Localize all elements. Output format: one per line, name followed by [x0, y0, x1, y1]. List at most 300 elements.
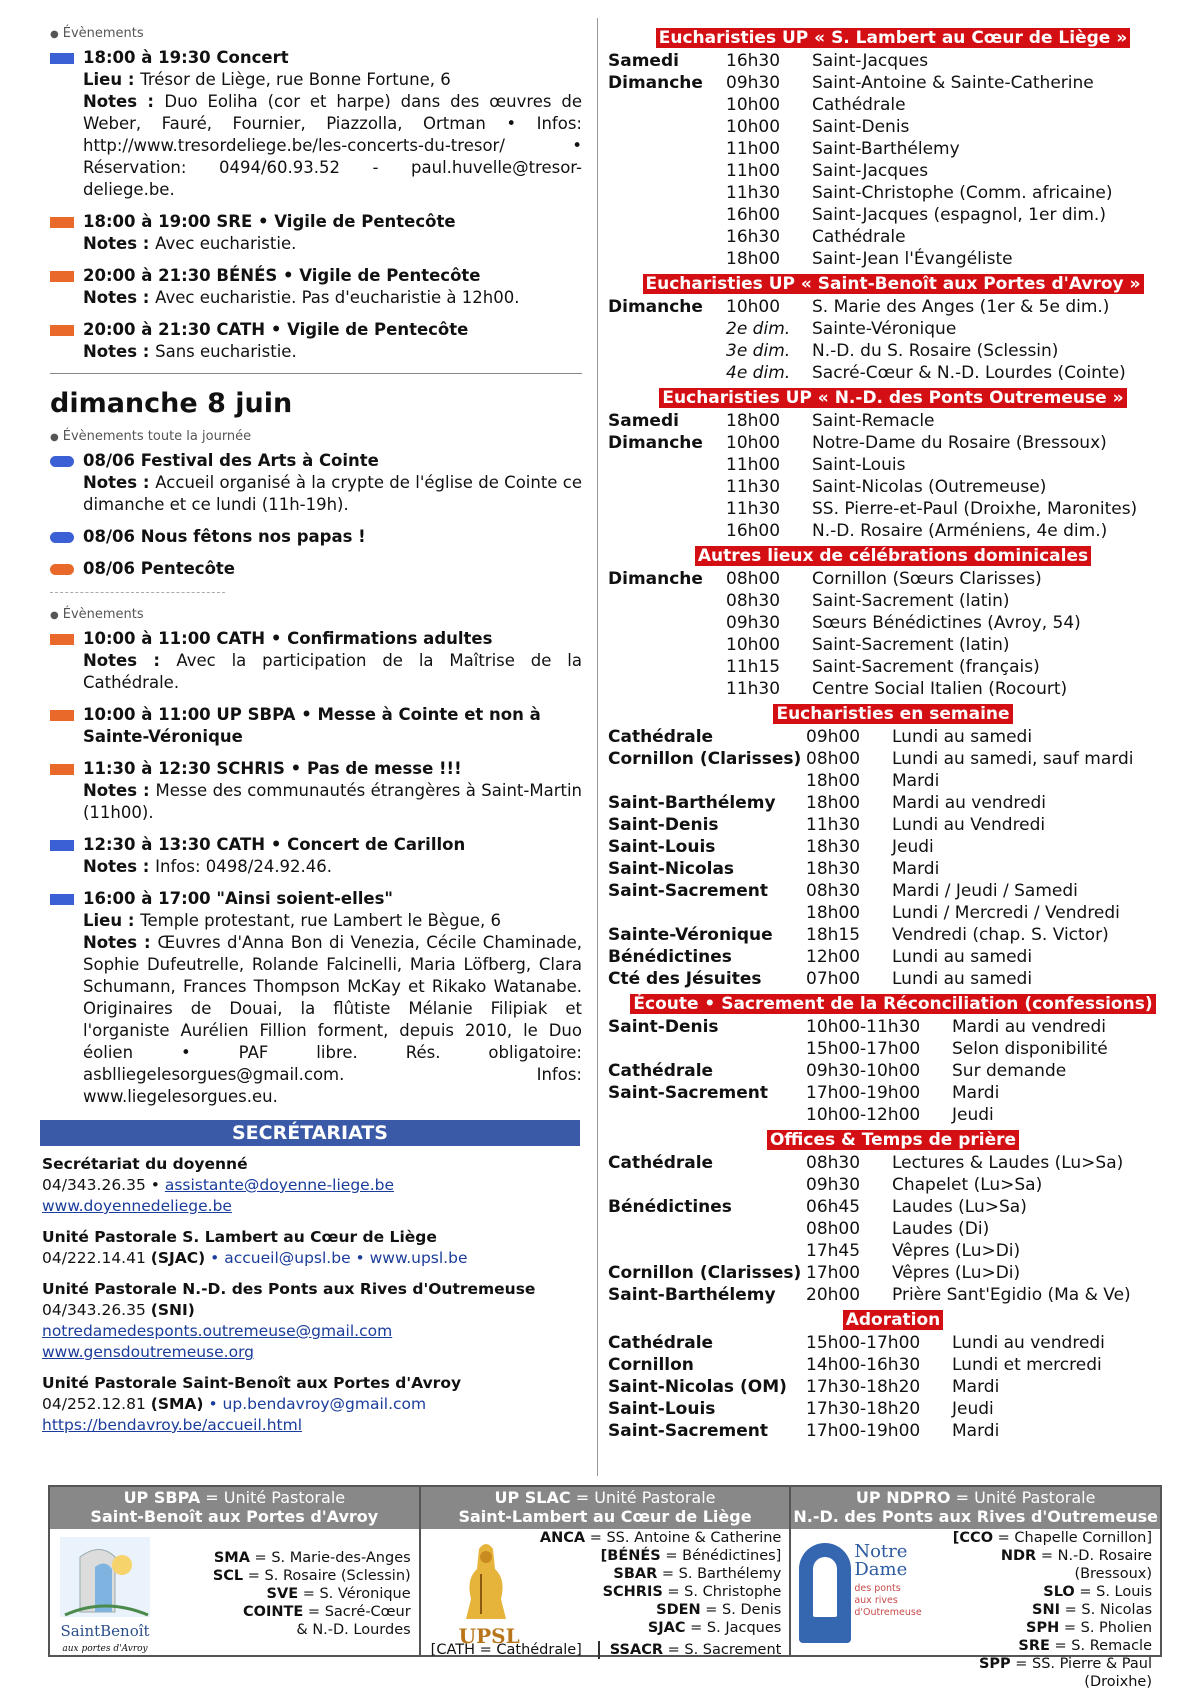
event-detail-text: Trésor de Liège, rue Bonne Fortune, 6: [140, 70, 451, 89]
event-color-marker: [50, 456, 74, 467]
schedule-place: Dimanche: [608, 297, 703, 317]
event-color-marker: [50, 894, 74, 905]
schedule-detail: Lundi au samedi: [892, 727, 1033, 747]
legend-item: [159, 1567, 419, 1585]
schedule-time: 08h00: [806, 1219, 861, 1239]
event-item: [50, 834, 582, 878]
schedule-detail: Saint-Louis: [812, 455, 906, 475]
schedule-detail: Selon disponibilité: [952, 1039, 1108, 1059]
schedule-time: 11h00: [726, 139, 781, 159]
legend-meaning: = S. Louis: [1074, 1584, 1153, 1600]
legend-item: [529, 1619, 789, 1637]
section-title: Eucharisties en semaine: [608, 704, 1178, 724]
legend-code: SBAR: [613, 1566, 658, 1582]
legend-meaning: = S. Christophe: [662, 1584, 782, 1600]
schedule-detail: Lundi au samedi: [892, 969, 1033, 989]
schedule-time: 11h30: [726, 477, 781, 497]
schedule-detail: Mardi: [952, 1377, 1000, 1397]
legend-meaning: = SS. Pierre & Paul (Droixhe): [1010, 1656, 1153, 1690]
secretariat-name: Secrétariat du doyenné: [42, 1155, 248, 1173]
schedule-place: Sainte-Véronique: [608, 925, 773, 945]
contact-link[interactable]: • accueil@upsl.be • www.upsl.be: [205, 1249, 468, 1267]
events-list-sunday: [50, 628, 582, 1108]
event-title: 10:00 à 11:00 CATH • Confirmations adultes: [83, 629, 493, 648]
event-item: [50, 704, 582, 748]
saint-benoit-logo: [60, 1537, 150, 1654]
legend-code: SVE: [266, 1586, 299, 1602]
event-color-marker: [50, 564, 74, 575]
schedule-detail: Saint-Jacques (espagnol, 1er dim.): [812, 205, 1106, 225]
schedule-place: [608, 116, 726, 138]
schedule-detail: Jeudi: [952, 1105, 994, 1125]
secretariat-entry: [42, 1279, 582, 1363]
schedule-detail: Cornillon (Sœurs Clarisses): [812, 569, 1042, 589]
schedule-place: Saint-Denis: [608, 815, 719, 835]
section-title: Eucharisties UP « Saint-Benoît aux Portes d'Avroy »: [608, 274, 1178, 294]
phone-number: 04/252.12.81: [42, 1395, 151, 1413]
schedule-place: Dimanche: [608, 73, 703, 93]
legend-item: [529, 1547, 789, 1565]
event-detail: [83, 780, 582, 824]
event-title: 08/06 Festival des Arts à Cointe: [83, 451, 379, 470]
schedule-detail: Lundi au samedi, sauf mardi: [892, 749, 1134, 769]
schedule-detail: Saint-Christophe (Comm. africaine): [812, 183, 1113, 203]
legend-code: [CCO: [952, 1530, 994, 1546]
legend-code: SNI: [1032, 1602, 1061, 1618]
event-detail-label: Notes :: [83, 234, 156, 253]
schedule-place: [608, 1174, 806, 1196]
schedule-time: 08h00: [806, 749, 861, 769]
event-item: [50, 888, 582, 1108]
event-item: [50, 758, 582, 824]
schedule-table: [608, 50, 1178, 270]
legend-code: ANCA: [539, 1530, 586, 1546]
event-title: 18:00 à 19:00 SRE • Vigile de Pentecôte: [83, 212, 456, 231]
secretariat-name: Unité Pastorale Saint-Benoît aux Portes d'Avroy: [42, 1374, 462, 1392]
schedule-time: 10h00: [726, 117, 781, 137]
secretariat-entry: [42, 1154, 582, 1217]
schedule-time: 11h30: [726, 183, 781, 203]
schedule-detail: Lundi / Mercredi / Vendredi: [892, 903, 1120, 923]
section-title: Offices & Temps de prière: [608, 1130, 1178, 1150]
schedule-time: 08h00: [726, 569, 781, 589]
logo-text: SaintBenoît: [60, 1622, 150, 1640]
schedule-time: 11h00: [726, 161, 781, 181]
event-item: [50, 526, 582, 548]
legend-item: [529, 1529, 789, 1547]
schedule-time: 18h30: [806, 859, 861, 879]
schedule-time: 08h30: [806, 881, 861, 901]
event-detail: [83, 341, 582, 363]
legend-item: [529, 1601, 789, 1619]
legend-meaning: = SS. Antoine & Catherine: [585, 1530, 782, 1546]
schedule-detail: Centre Social Italien (Rocourt): [812, 679, 1068, 699]
schedule-time: 18h00: [726, 411, 781, 431]
section-label: ● Évènements toute la journée: [50, 429, 252, 444]
schedule-table: [608, 1152, 1178, 1306]
schedule-detail: Lectures & Laudes (Lu>Sa): [892, 1153, 1124, 1173]
schedule-detail: Saint-Jean l'Évangéliste: [812, 249, 1013, 269]
schedule-place: [608, 1240, 806, 1262]
section-title: Eucharisties UP « N.-D. des Ponts Outremeuse »: [608, 388, 1178, 408]
schedule-time: 09h30: [726, 73, 781, 93]
schedule-table: [608, 1016, 1178, 1126]
event-item: [50, 47, 582, 201]
upsl-logo: [451, 1539, 521, 1634]
legend-code: SJAC: [647, 1620, 686, 1636]
event-item: [50, 628, 582, 694]
schedule-place: Cornillon: [608, 1355, 694, 1375]
logo-text: Notre: [854, 1541, 908, 1562]
legend-meaning: = S. Rosaire (Sclessin): [243, 1568, 411, 1584]
schedule-time: 12h00: [806, 947, 861, 967]
schedule-table: [608, 410, 1178, 542]
phone-number: 04/343.26.35: [42, 1301, 151, 1319]
schedule-table: [608, 296, 1178, 384]
schedule-time: 09h00: [806, 727, 861, 747]
legend-code: [BÉNÉS: [600, 1548, 661, 1564]
schedule-place: [608, 498, 726, 520]
legend-sbpa: [50, 1487, 421, 1655]
event-detail-text: Avec la participation de la Maîtrise de la Cathédrale.: [83, 651, 582, 692]
schedule-time: 4e dim.: [726, 363, 791, 383]
legend-code: COINTE: [243, 1604, 304, 1620]
event-title: 12:30 à 13:30 CATH • Concert de Carillon: [83, 835, 466, 854]
schedule-detail: Chapelet (Lu>Sa): [892, 1175, 1043, 1195]
event-title: 08/06 Nous fêtons nos papas !: [83, 527, 366, 546]
legend-ndpro: [791, 1487, 1160, 1690]
schedule-detail: Sœurs Bénédictines (Avroy, 54): [812, 613, 1081, 633]
secretariat-name: Unité Pastorale N.-D. des Ponts aux Rives d'Outremeuse: [42, 1280, 536, 1298]
schedule-detail: Saint-Remacle: [812, 411, 935, 431]
legend-meaning: = S. Véronique: [298, 1586, 411, 1602]
schedule-detail: Lundi et mercredi: [952, 1355, 1102, 1375]
event-detail-text: Duo Eoliha (cor et harpe) dans des œuvres de Weber, Fauré, Fournier, Piazzolla, Ortman • Infos: http://www.tresordeliege.be/les-concerts-du-tresor/ • Réservation: 0494/60.93.52 - paul.huvelle@tresor-deliege.be.: [83, 92, 582, 199]
schedule-time: 09h30: [806, 1175, 861, 1195]
schedule-detail: Sacré-Cœur & N.-D. Lourdes (Cointe): [812, 363, 1126, 383]
legend-code: SPH: [1026, 1620, 1060, 1636]
schedule-time: 11h30: [726, 499, 781, 519]
schedule-detail: Saint-Sacrement (latin): [812, 635, 1010, 655]
legend-code: SLO: [1043, 1584, 1075, 1600]
schedule-time: 15h00-17h00: [806, 1039, 921, 1059]
schedule-place: [608, 612, 726, 634]
legend-meaning: = S. Jacques: [685, 1620, 782, 1636]
schedule-place: Bénédictines: [608, 947, 732, 967]
section-label: ● Évènements: [50, 26, 144, 41]
logo-text: d'Outremeuse: [854, 1607, 922, 1618]
logo-text: des ponts: [854, 1583, 901, 1594]
website-link[interactable]: www.gensdoutremeuse.org: [42, 1343, 255, 1361]
schedule-place: Cornillon (Clarisses): [608, 1263, 802, 1283]
event-detail-text: Accueil organisé à la crypte de l'église de Cointe ce dimanche et ce lundi (11h-19h).: [83, 473, 582, 514]
schedule-place: [608, 318, 726, 340]
divider: [50, 373, 582, 374]
schedule-time: 18h00: [726, 249, 781, 269]
schedule-place: Saint-Barthélemy: [608, 1285, 776, 1305]
schedule-place: Saint-Sacrement: [608, 1421, 769, 1441]
schedule-time: 10h00: [726, 95, 781, 115]
schedule-detail: Mardi au vendredi: [952, 1017, 1106, 1037]
legend-box: [48, 1485, 1162, 1690]
schedule-time: 15h00-17h00: [806, 1333, 921, 1353]
schedule-time: 17h00: [806, 1263, 861, 1283]
section-title: Autres lieux de célébrations dominicales: [608, 546, 1178, 566]
event-color-marker: [50, 764, 74, 775]
schedule-detail: Cathédrale: [812, 227, 906, 247]
event-detail-label: Notes :: [83, 92, 165, 111]
event-detail-text: Œuvres d'Anna Bon di Venezia, Cécile Chaminade, Sophie Dufeutrelle, Rolande Falcinelli, Maria Löfberg, Clara Schumann, Frances Thompson McKay et Rikako Watanabe. Originaires de Douai, la flûtiste Mélanie Filipiak et l'organiste Aurélien Fillion forment, depuis 2010, le Duo éolien • PAF libre. Rés. obligatoire: asblliegelesorgues@gmail.com. Infos: www.liegelesorgues.eu.: [83, 933, 582, 1106]
secretariat-contact: [42, 1248, 582, 1269]
schedule-time: 16h30: [726, 227, 781, 247]
event-color-marker: [50, 634, 74, 645]
schedule-time: 17h00-19h00: [806, 1421, 921, 1441]
schedule-place: Samedi: [608, 51, 679, 71]
schedule-time: 17h00-19h00: [806, 1083, 921, 1103]
events-list-saturday: [50, 47, 582, 363]
legend-meaning: = S. Pholien: [1059, 1620, 1153, 1636]
schedule-place: [608, 226, 726, 248]
schedule-detail: Mardi: [892, 859, 940, 879]
event-item: [50, 558, 582, 580]
event-color-marker: [50, 325, 74, 336]
legend-meaning: = S. Barthélemy: [657, 1566, 782, 1582]
legend-code: SCL: [212, 1568, 244, 1584]
phone-number: 04/222.14.41: [42, 1249, 151, 1267]
schedule-time: 10h00: [726, 433, 781, 453]
legend-item: [920, 1529, 1160, 1547]
unit-code: (SMA): [150, 1395, 204, 1413]
legend-header: UP SBPA = Unité Pastorale Saint-Benoît aux Portes d'Avroy: [50, 1487, 419, 1529]
legend-meaning: = N.-D. Rosaire (Bressoux): [1036, 1548, 1153, 1582]
legend-item: [529, 1565, 789, 1583]
legend-code: SCHRIS: [602, 1584, 663, 1600]
secretariat-contact: [42, 1394, 582, 1415]
section-label: ● Évènements: [50, 607, 144, 622]
schedule-place: [608, 182, 726, 204]
schedule-place: [608, 94, 726, 116]
legend-item: [CATH = Cathédrale]: [430, 1642, 582, 1658]
schedule-detail: Lundi au Vendredi: [892, 815, 1046, 835]
right-column: [608, 26, 1178, 1442]
event-detail-label: Lieu :: [83, 70, 141, 89]
schedule-time: 06h45: [806, 1197, 861, 1217]
schedule-table: [608, 1332, 1178, 1442]
column-divider: [597, 18, 598, 1476]
phone-number: 04/343.26.35 •: [42, 1176, 165, 1194]
website-link[interactable]: www.doyennedeliege.be: [42, 1197, 232, 1215]
logo-text: Dame: [854, 1559, 908, 1580]
schedule-table: [608, 726, 1178, 990]
schedule-place: Cathédrale: [608, 1061, 714, 1081]
schedule-time: 18h00: [806, 793, 861, 813]
schedule-detail: S. Marie des Anges (1er & 5e dim.): [812, 297, 1110, 317]
schedule-detail: Lundi au vendredi: [952, 1333, 1105, 1353]
legend-item: [920, 1619, 1160, 1637]
schedule-place: Cathédrale: [608, 727, 714, 747]
schedule-place: [608, 1038, 806, 1060]
event-detail-text: Infos: 0498/24.92.46.: [155, 857, 333, 876]
schedule-time: 18h30: [806, 837, 861, 857]
schedule-detail: Saint-Barthélemy: [812, 139, 960, 159]
schedule-time: 16h30: [726, 51, 781, 71]
schedule-detail: Saint-Jacques: [812, 51, 929, 71]
legend-slac: [421, 1487, 792, 1658]
legend-code: SMA: [213, 1550, 250, 1566]
secretariats-header: SECRÉTARIATS: [40, 1120, 580, 1146]
event-item: [50, 211, 582, 255]
logo-subtext: aux portes d'Avroy: [62, 1644, 148, 1654]
legend-code: SRE: [1018, 1638, 1050, 1654]
schedule-time: 10h00-11h30: [806, 1017, 921, 1037]
schedule-place: Saint-Nicolas: [608, 859, 735, 879]
secretariat-contact: [42, 1300, 582, 1321]
schedule-place: Saint-Louis: [608, 837, 716, 857]
schedule-place: [608, 656, 726, 678]
schedule-place: [608, 476, 726, 498]
event-detail-text: Temple protestant, rue Lambert le Bègue, 6: [140, 911, 502, 930]
schedule-time: 09h30: [726, 613, 781, 633]
schedule-place: Samedi: [608, 411, 679, 431]
schedule-place: Dimanche: [608, 569, 703, 589]
website-link[interactable]: notredamedesponts.outremeuse@gmail.com: [42, 1322, 393, 1340]
legend-meaning: = S. Denis: [700, 1602, 782, 1618]
legend-code: SPP: [978, 1656, 1011, 1672]
schedule-detail: Lundi au samedi: [892, 947, 1033, 967]
event-detail: [83, 233, 582, 255]
schedule-place: Cathédrale: [608, 1153, 714, 1173]
event-title: 11:30 à 12:30 SCHRIS • Pas de messe !!!: [83, 759, 462, 778]
schedule-place: [608, 634, 726, 656]
event-color-marker: [50, 53, 74, 64]
event-detail-label: Notes :: [83, 288, 156, 307]
legend-item: [159, 1621, 419, 1639]
allday-events-list: [50, 450, 582, 580]
contact-link[interactable]: assistante@doyenne-liege.be: [164, 1176, 395, 1194]
contact-link[interactable]: • up.bendavroy@gmail.com: [203, 1395, 427, 1413]
event-color-marker: [50, 271, 74, 282]
event-item: [50, 265, 582, 309]
logo-text: aux rives: [854, 1595, 898, 1606]
schedule-table: [608, 568, 1178, 700]
event-title: 08/06 Pentecôte: [83, 559, 235, 578]
schedule-time: 2e dim.: [726, 319, 791, 339]
schedule-detail: Saint-Sacrement (français): [812, 657, 1040, 677]
schedule-place: [608, 454, 726, 476]
schedule-time: 20h00: [806, 1285, 861, 1305]
schedule-place: Saint-Sacrement: [608, 1083, 769, 1103]
schedule-time: 14h00-16h30: [806, 1355, 921, 1375]
schedule-time: 17h30-18h20: [806, 1377, 921, 1397]
event-color-marker: [50, 217, 74, 228]
section-title: Adoration: [608, 1310, 1178, 1330]
schedule-place: [608, 1218, 806, 1240]
schedule-place: Saint-Denis: [608, 1017, 719, 1037]
schedule-place: Cornillon (Clarisses): [608, 749, 802, 769]
schedule-place: [608, 590, 726, 612]
schedule-time: 17h45: [806, 1241, 861, 1261]
event-detail: [83, 910, 582, 932]
legend-item: [529, 1583, 789, 1601]
legend-header: UP SLAC = Unité Pastorale Saint-Lambert au Cœur de Liège: [421, 1487, 790, 1529]
legend-meaning: = Chapelle Cornillon]: [993, 1530, 1153, 1546]
schedule-place: Saint-Barthélemy: [608, 793, 776, 813]
dashed-divider: [50, 592, 225, 593]
event-detail-label: Notes :: [83, 473, 156, 492]
event-detail: [83, 91, 582, 201]
schedule-place: Bénédictines: [608, 1197, 732, 1217]
schedule-detail: Mardi: [892, 771, 940, 791]
schedule-detail: Laudes (Lu>Sa): [892, 1197, 1027, 1217]
secretariat-entry: [42, 1373, 582, 1436]
legend-meaning: = S. Remacle: [1049, 1638, 1153, 1654]
schedule-time: 18h15: [806, 925, 861, 945]
schedule-place: [608, 1104, 806, 1126]
legend-meaning: = Sacré-Cœur: [303, 1604, 411, 1620]
event-title: 20:00 à 21:30 BÉNÉS • Vigile de Pentecôte: [83, 266, 481, 285]
schedule-detail: Jeudi: [892, 837, 934, 857]
schedule-time: 18h00: [806, 903, 861, 923]
schedule-detail: Saint-Denis: [812, 117, 910, 137]
schedule-detail: N.-D. du S. Rosaire (Sclessin): [812, 341, 1059, 361]
event-detail-label: Notes :: [83, 342, 156, 361]
schedule-time: 10h00: [726, 297, 781, 317]
schedule-place: [608, 770, 806, 792]
section-title: Eucharisties UP « S. Lambert au Cœur de Liège »: [608, 28, 1178, 48]
event-title: 10:00 à 11:00 UP SBPA • Messe à Cointe et non à Sainte-Véronique: [83, 705, 541, 746]
legend-item: [920, 1637, 1160, 1655]
schedule-time: 07h00: [806, 969, 861, 989]
event-detail: [83, 650, 582, 694]
schedule-place: Cté des Jésuites: [608, 969, 762, 989]
event-title: 16:00 à 17:00 "Ainsi soient-elles": [83, 889, 393, 908]
schedule-place: [608, 340, 726, 362]
event-detail-label: Lieu :: [83, 911, 141, 930]
left-column: [42, 26, 582, 1446]
schedule-place: Dimanche: [608, 433, 703, 453]
event-detail-label: Notes :: [83, 651, 177, 670]
schedule-detail: Saint-Nicolas (Outremeuse): [812, 477, 1047, 497]
unit-code: (SNI): [150, 1301, 195, 1319]
legend-item: [159, 1603, 419, 1621]
event-detail: [83, 856, 582, 878]
event-item: [50, 450, 582, 516]
schedule-detail: Laudes (Di): [892, 1219, 990, 1239]
schedule-detail: Mardi au vendredi: [892, 793, 1046, 813]
secretariats-list: [42, 1154, 582, 1436]
event-detail-text: Messe des communautés étrangères à Saint-Martin (11h00).: [83, 781, 582, 822]
secretariat-contact: [42, 1175, 582, 1196]
website-link[interactable]: https://bendavroy.be/accueil.html: [42, 1416, 303, 1434]
unit-code: (SJAC): [150, 1249, 206, 1267]
secretariat-entry: [42, 1227, 582, 1269]
schedule-place: Saint-Nicolas (OM): [608, 1377, 787, 1397]
schedule-detail: Mardi: [952, 1083, 1000, 1103]
legend-item: [920, 1547, 1160, 1583]
event-detail-label: Notes :: [83, 781, 156, 800]
schedule-place: [608, 248, 726, 270]
event-detail: [83, 932, 582, 1108]
schedule-place: [608, 138, 726, 160]
schedule-detail: Notre-Dame du Rosaire (Bressoux): [812, 433, 1107, 453]
legend-item: [920, 1655, 1160, 1691]
legend-code: NDR: [1000, 1548, 1037, 1564]
schedule-detail: Sur demande: [952, 1061, 1067, 1081]
section-title: Écoute • Sacrement de la Réconciliation (confessions): [608, 994, 1178, 1014]
schedule-time: 18h00: [806, 771, 861, 791]
schedule-detail: Saint-Sacrement (latin): [812, 591, 1010, 611]
schedule-place: Saint-Sacrement: [608, 881, 769, 901]
